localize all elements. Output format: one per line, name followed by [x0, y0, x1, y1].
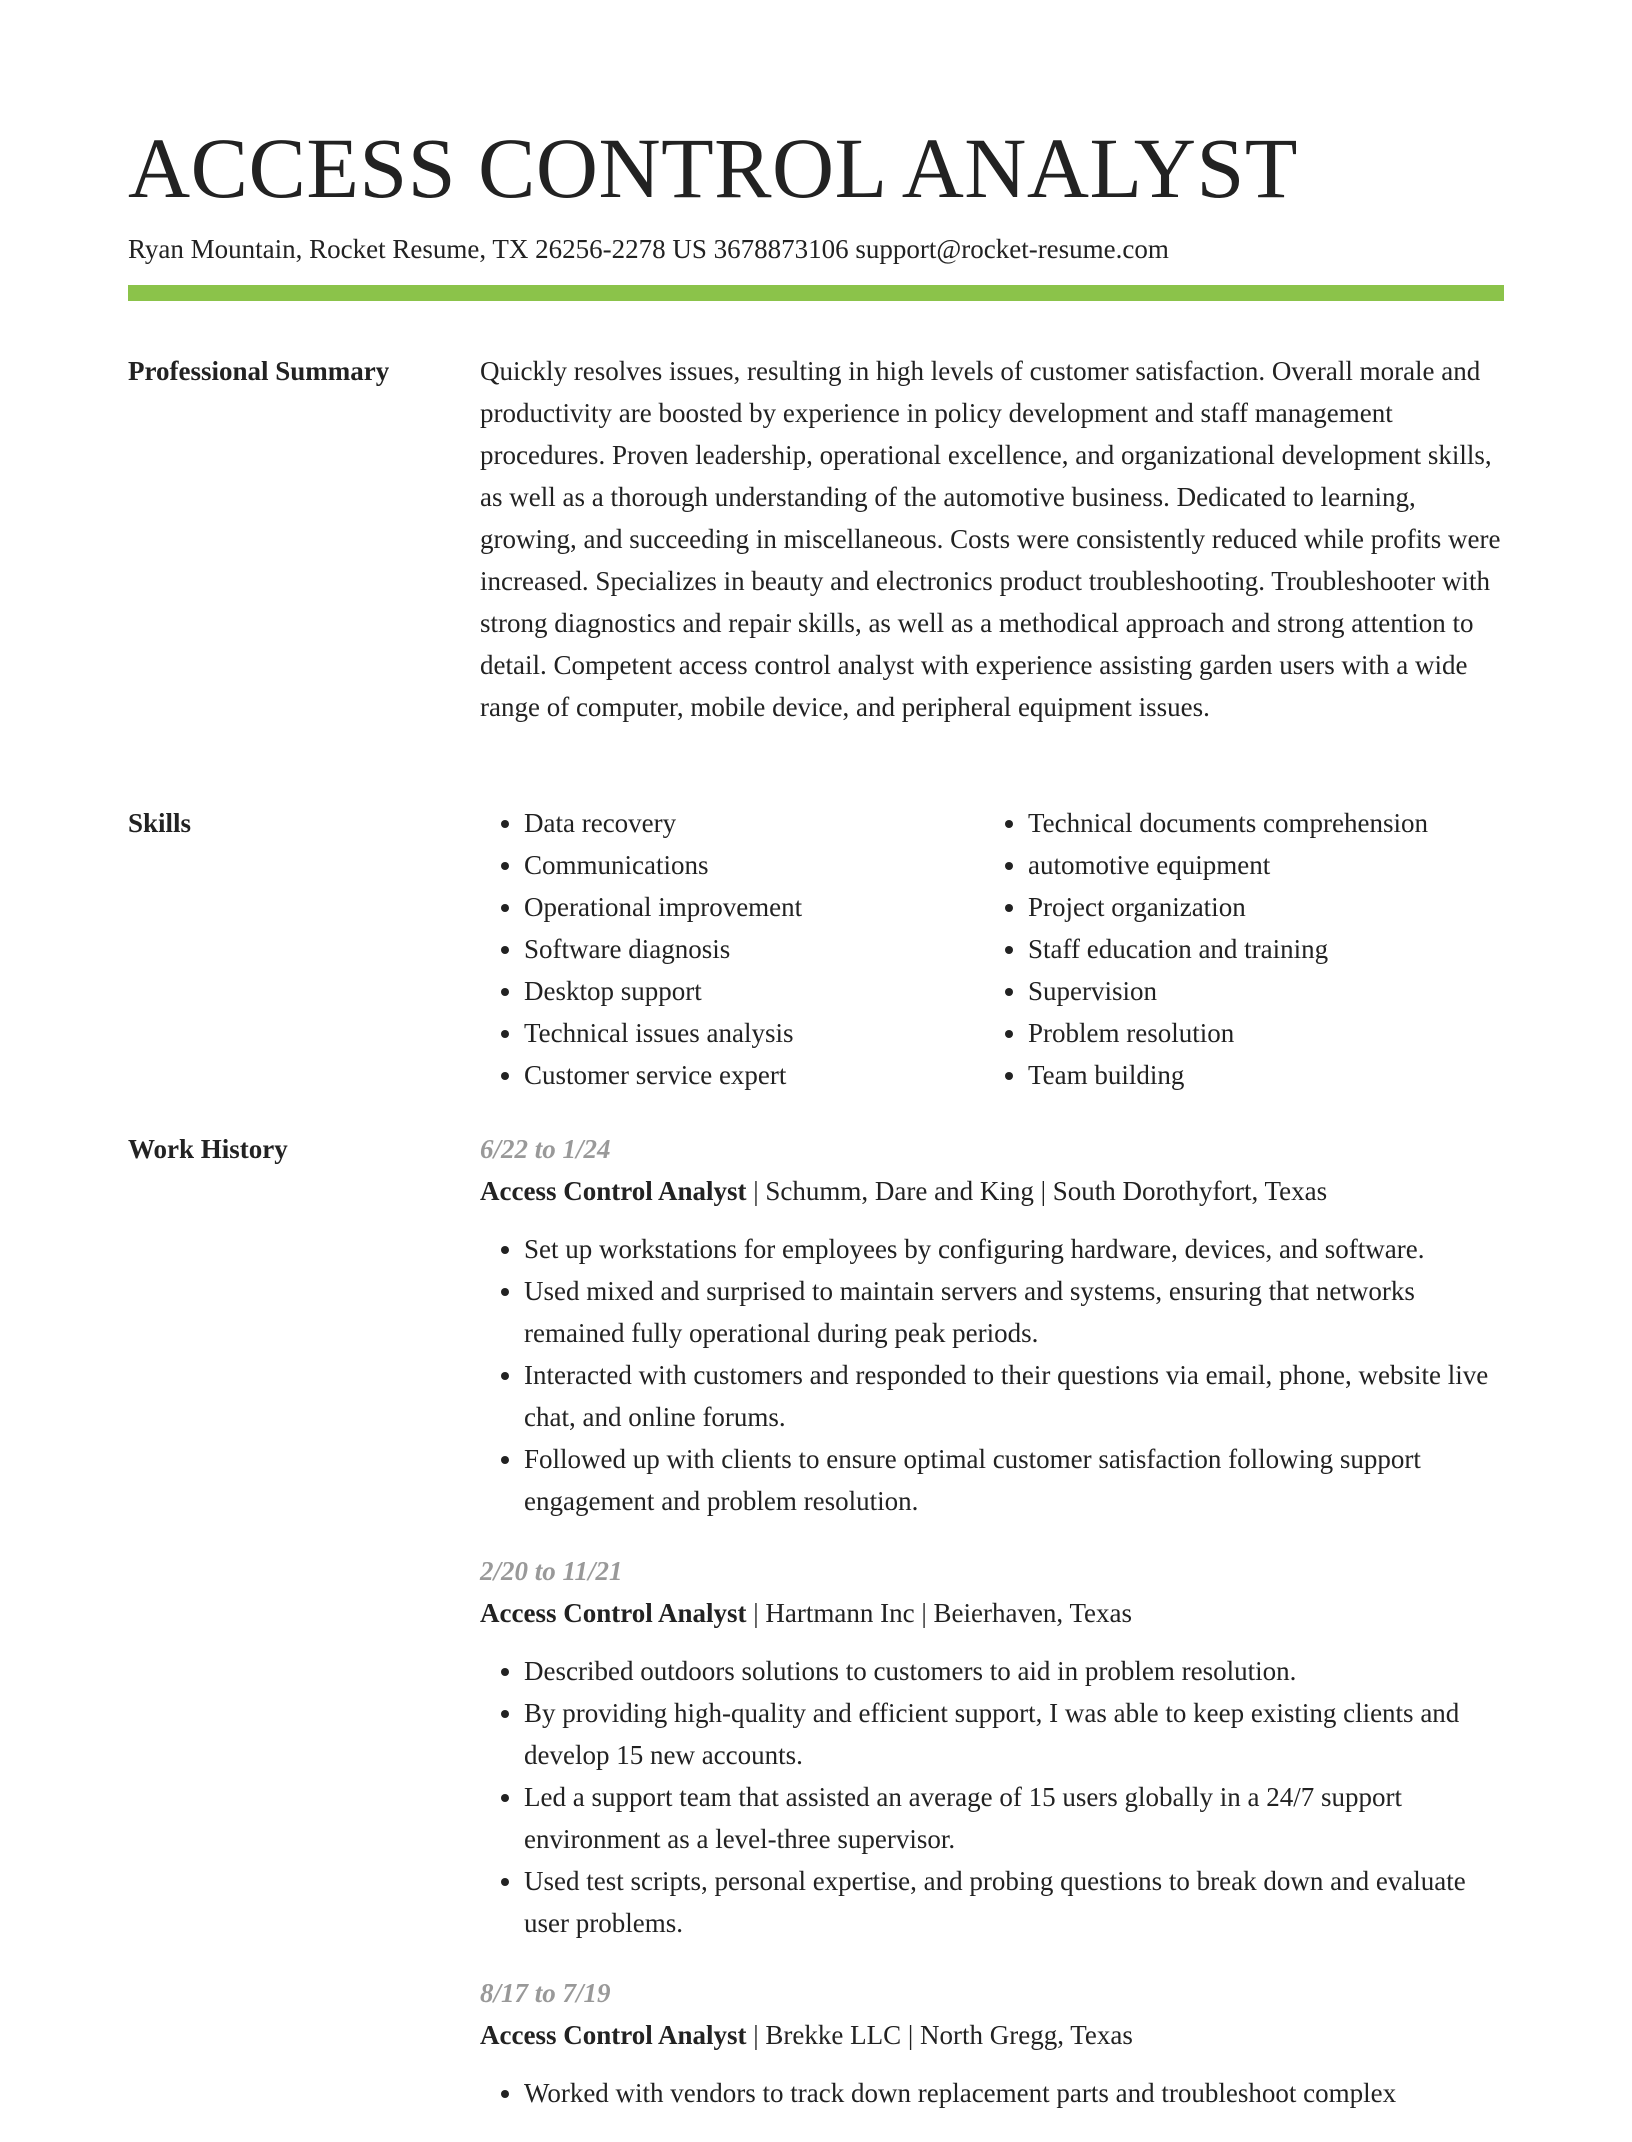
- resume-title: ACCESS CONTROL ANALYST: [128, 120, 1298, 216]
- skill-item: • Staff education and training: [1028, 928, 1488, 970]
- job-bullet: • Described outdoors solutions to customers to aid in problem resolution.: [524, 1650, 1504, 1692]
- job-title: Access Control Analyst: [480, 1598, 747, 1628]
- job-details: | Schumm, Dare and King | South Dorothyfort, Texas: [746, 1176, 1328, 1206]
- skill-item: • Operational improvement: [524, 886, 984, 928]
- skill-item: • Project organization: [1028, 886, 1488, 928]
- job-bullet: • Used mixed and surprised to maintain servers and systems, ensuring that networks remained fully operational during peak periods.: [524, 1270, 1504, 1354]
- skill-item: • Technical documents comprehension: [1028, 802, 1488, 844]
- job-header: [480, 1170, 1504, 1212]
- skills-body: [480, 802, 1504, 1096]
- job-bullet: • Set up workstations for employees by configuring hardware, devices, and software.: [524, 1228, 1504, 1270]
- job-header: [480, 2014, 1504, 2056]
- job-bullet: • Followed up with clients to ensure optimal customer satisfaction following support engagement and problem resolution.: [524, 1438, 1504, 1522]
- skill-item: • Supervision: [1028, 970, 1488, 1012]
- job-bullet: • By providing high-quality and efficient support, I was able to keep existing clients and develop 15 new accounts.: [524, 1692, 1504, 1776]
- job-details: | Hartmann Inc | Beierhaven, Texas: [746, 1598, 1133, 1628]
- skills-column-left: [480, 802, 984, 1096]
- job-header: [480, 1592, 1504, 1634]
- skill-item: • Problem resolution: [1028, 1012, 1488, 1054]
- skills-column-right: [984, 802, 1488, 1096]
- work-label: Work History: [128, 1134, 288, 1164]
- work-body: [480, 1128, 1504, 2142]
- job-bullet: • Interacted with customers and responded to their questions via email, phone, website live chat, and online forums.: [524, 1354, 1504, 1438]
- job-entry: [480, 1550, 1504, 1944]
- skill-item: • Customer service expert: [524, 1054, 984, 1096]
- skill-item: • Team building: [1028, 1054, 1488, 1096]
- job-bullet: • Worked with vendors to track down replacement parts and troubleshoot complex: [524, 2072, 1504, 2114]
- job-dates: 6/22 to 1/24: [480, 1134, 611, 1164]
- summary-body: [480, 350, 1504, 728]
- skill-item: • Communications: [524, 844, 984, 886]
- skills-label: Skills: [128, 808, 192, 838]
- header-divider: [128, 285, 1504, 301]
- contact-line: Ryan Mountain, Rocket Resume, TX 26256-2278 US 3678873106 support@rocket-resume.com: [128, 234, 1169, 264]
- skill-item: • Software diagnosis: [524, 928, 984, 970]
- job-bullet: • Led a support team that assisted an average of 15 users globally in a 24/7 support environment as a level-three supervisor.: [524, 1776, 1504, 1860]
- job-title: Access Control Analyst: [480, 1176, 747, 1206]
- job-dates: 8/17 to 7/19: [480, 1978, 611, 2008]
- summary-text: Quickly resolves issues, resulting in high levels of customer satisfaction. Overall morale and productivity are boosted by experience in policy development and staff management procedures. Proven leadership, operational excellence, and organizational development skills, as well as a thorough understanding of the automotive business. Dedicated to learning, growing, and succeeding in miscellaneous. Costs were consistently reduced while profits were increased. Specializes in beauty and electronics product troubleshooting. Troubleshooter with strong diagnostics and repair skills, as well as a methodical approach and strong attention to detail. Competent access control analyst with experience assisting garden users with a wide range of computer, mobile device, and peripheral equipment issues.: [480, 356, 1501, 722]
- job-entry: [480, 1972, 1504, 2114]
- summary-label: Professional Summary: [128, 356, 390, 386]
- job-bullet: • Used test scripts, personal expertise, and probing questions to break down and evaluate user problems.: [524, 1860, 1504, 1944]
- job-details: | Brekke LLC | North Gregg, Texas: [746, 2020, 1133, 2050]
- skill-item: • Data recovery: [524, 802, 984, 844]
- job-entry: [480, 1128, 1504, 1522]
- skill-item: • Desktop support: [524, 970, 984, 1012]
- skill-item: • automotive equipment: [1028, 844, 1488, 886]
- job-title: Access Control Analyst: [480, 2020, 747, 2050]
- skill-item: • Technical issues analysis: [524, 1012, 984, 1054]
- job-dates: 2/20 to 11/21: [480, 1556, 623, 1586]
